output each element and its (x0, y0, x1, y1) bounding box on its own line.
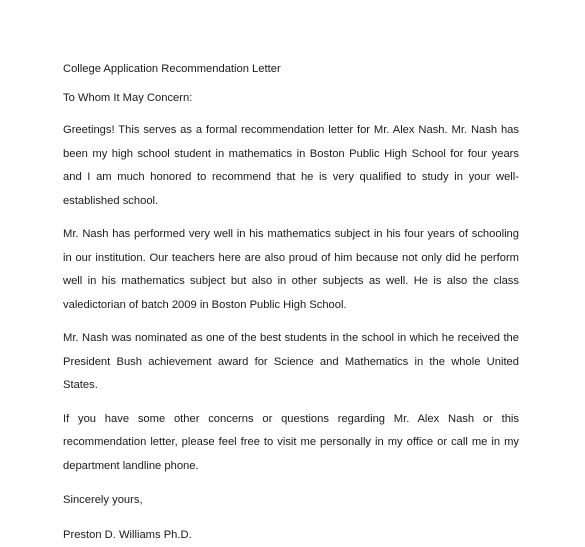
recommendation-letter (63, 58, 519, 547)
letter-paragraph-contact: If you have some other concerns or questions regarding Mr. Alex Nash or this recommendation letter, please feel free to visit me personally in my office or call me in my department landline phone. (63, 408, 519, 479)
letter-title: College Application Recommendation Letter (63, 58, 519, 82)
letter-closing: Sincerely yours, (63, 489, 519, 513)
letter-signature: Preston D. Williams Ph.D. (63, 524, 519, 547)
letter-paragraph-performance: Mr. Nash has performed very well in his mathematics subject in his four years of schooling in our institution. Our teachers here are also proud of him because not only did he perform well in his mathematics subject but also in other subjects as well. He is also the class valedictorian of batch 2009 in Boston Public High School. (63, 223, 519, 317)
letter-paragraph-award: Mr. Nash was nominated as one of the best students in the school in which he received the President Bush achievement award for Science and Mathematics in the whole United States. (63, 327, 519, 398)
letter-salutation: To Whom It May Concern: (63, 87, 519, 111)
letter-paragraph-greeting: Greetings! This serves as a formal recommendation letter for Mr. Alex Nash. Mr. Nash has been my high school student in mathematics in Boston Public High School for four years and I am much honored to recommend that he is very qualified to study in your well-established school. (63, 119, 519, 213)
